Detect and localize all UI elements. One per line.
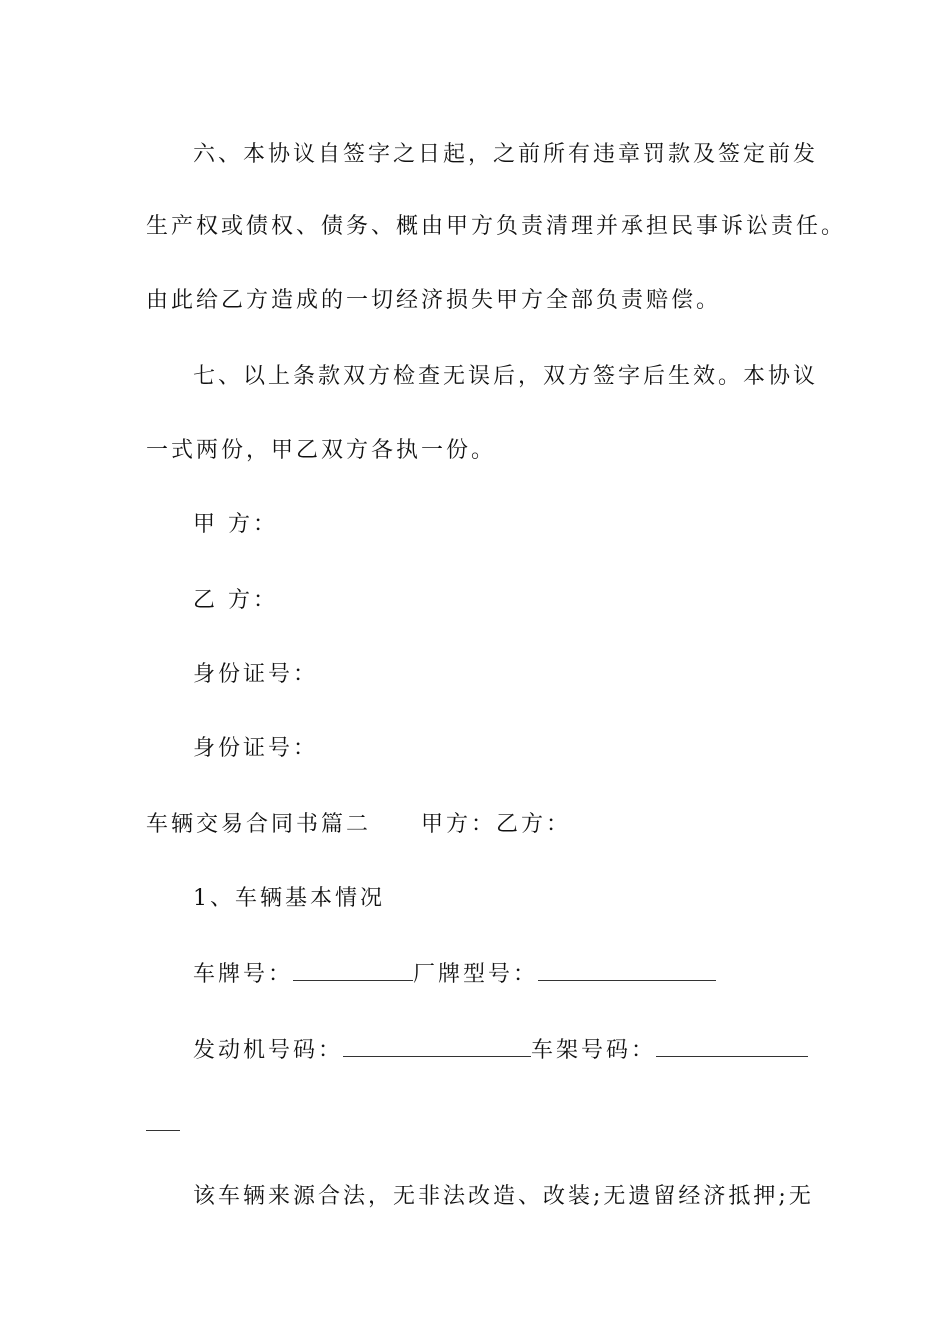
paragraph-line: 七、以上条款双方检查无误后，双方签字后生效。本协议 [193, 364, 819, 389]
frame-label: 车架号码： [531, 1038, 657, 1063]
paragraph-line: 该车辆来源合法，无非法改造、改装;无遗留经济抵押;无 [193, 1184, 814, 1209]
section-title: 车辆交易合同书篇二 [146, 812, 372, 837]
paragraph-line: 生产权或债权、债务、概由甲方负责清理并承担民事诉讼责任。 [146, 214, 847, 239]
plate-label: 车牌号： [193, 962, 294, 987]
continuation-rule [146, 1130, 180, 1131]
party-b-label: 乙 方： [193, 588, 278, 613]
engine-blank [343, 1034, 531, 1057]
engine-frame-line [193, 1034, 808, 1066]
plate-brand-line [193, 958, 716, 990]
brand-blank [538, 958, 716, 981]
paragraph-line: 由此给乙方造成的一切经济损失甲方全部负责赔偿。 [146, 288, 722, 313]
paragraph-line: 六、本协议自签字之日起，之前所有违章罚款及签定前发 [193, 142, 819, 167]
id-number-label: 身份证号： [193, 736, 319, 761]
item-heading: 1、车辆基本情况 [193, 886, 385, 911]
id-number-label: 身份证号： [193, 662, 319, 687]
section-heading [146, 810, 571, 840]
plate-blank [293, 958, 413, 981]
party-a-label: 甲 方： [193, 512, 278, 537]
frame-blank [656, 1034, 808, 1057]
section-parties: 甲方：乙方： [421, 812, 572, 837]
paragraph-line: 一式两份，甲乙双方各执一份。 [146, 438, 497, 463]
brand-label: 厂牌型号： [413, 962, 539, 987]
engine-label: 发动机号码： [193, 1038, 344, 1063]
